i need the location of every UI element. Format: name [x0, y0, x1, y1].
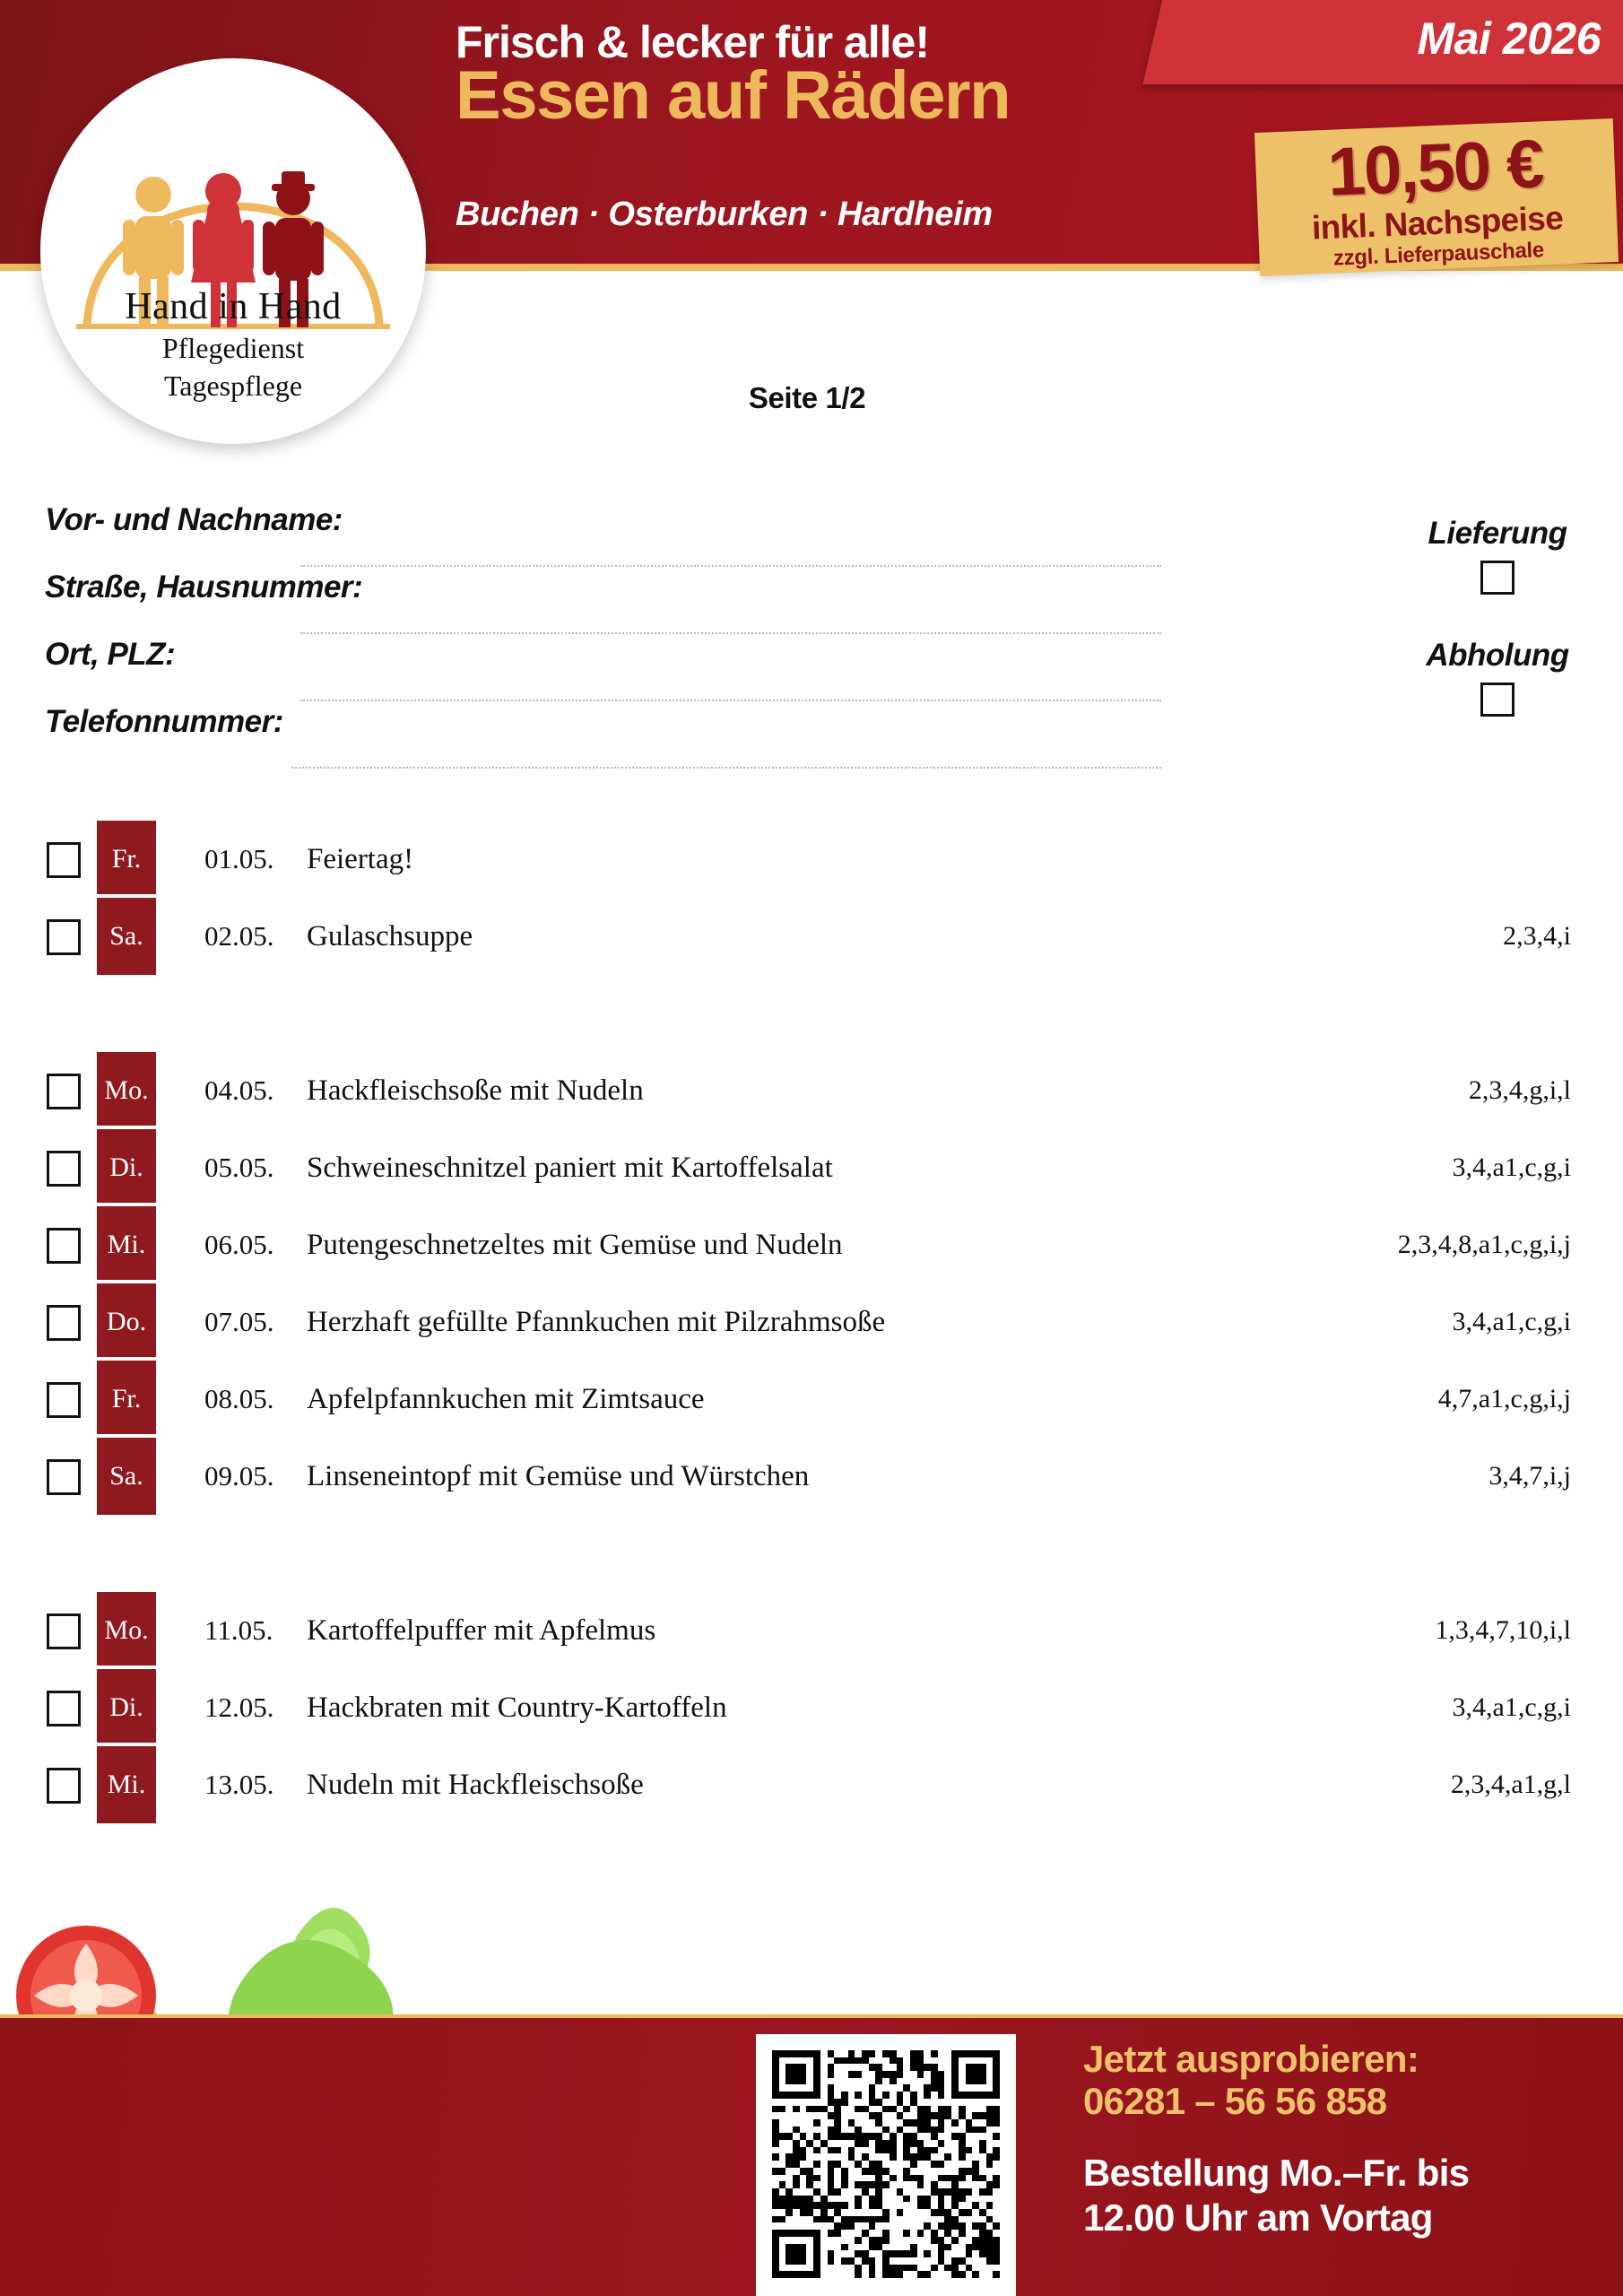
customer-form — [0, 502, 1623, 771]
menu-row-date: 12.05. — [204, 1692, 274, 1723]
menu-row-weekday: Sa. — [97, 898, 156, 975]
menu-row-allergens: 3,4,a1,c,g,i — [1452, 1307, 1571, 1336]
footer-order-deadline — [1083, 2151, 1621, 2241]
menu-row-checkbox[interactable] — [47, 1305, 81, 1341]
qr-code-pattern — [772, 2050, 1000, 2278]
footer-contact — [1083, 2038, 1621, 2241]
price-surcharge: zzgl. Lieferpauschale — [1332, 238, 1545, 271]
delivery-options — [1390, 516, 1605, 717]
form-row — [45, 637, 1390, 709]
menu-row — [0, 1438, 1623, 1515]
menu-row-allergens: 3,4,a1,c,g,i — [1452, 1152, 1571, 1182]
menu-row-weekday: Mi. — [97, 1206, 156, 1283]
form-field-input[interactable] — [300, 565, 1161, 567]
menu-row-date: 06.05. — [204, 1229, 274, 1260]
menu-row — [0, 1283, 1623, 1361]
menu-week-spacer — [0, 1515, 1623, 1592]
logo-service-1: Pflegedienst — [161, 332, 305, 364]
menu-row-date: 01.05. — [204, 843, 274, 874]
menu-row — [0, 821, 1623, 898]
header-month: Mai 2026 — [1417, 13, 1601, 64]
menu-row-checkbox[interactable] — [47, 1613, 81, 1649]
menu-row-checkbox[interactable] — [47, 1691, 81, 1726]
footer-order-line2: 12.00 Uhr am Vortag — [1083, 2196, 1433, 2239]
footer-phone[interactable]: 06281 – 56 56 858 — [1083, 2080, 1387, 2123]
price-amount: 10,50 € — [1326, 126, 1544, 211]
menu-row-date: 07.05. — [204, 1306, 274, 1337]
menu-row-date: 02.05. — [204, 920, 274, 952]
form-field-label: Straße, Hausnummer: — [45, 570, 363, 604]
menu-row-weekday: Mo. — [97, 1052, 156, 1129]
menu-row — [0, 1206, 1623, 1283]
header-locations: Buchen · Osterburken · Hardheim — [456, 196, 993, 233]
menu-row-weekday: Fr. — [97, 821, 156, 898]
menu-row-checkbox[interactable] — [47, 1768, 81, 1804]
delivery-option-label: Lieferung — [1428, 516, 1567, 551]
menu-row-weekday: Sa. — [97, 1438, 156, 1515]
menu-row-weekday: Fr. — [97, 1361, 156, 1438]
menu-row-checkbox[interactable] — [47, 1228, 81, 1264]
price-includes: inkl. Nachspeise — [1311, 199, 1564, 247]
price-badge-content — [1254, 118, 1619, 281]
menu-row-allergens: 2,3,4,8,a1,c,g,i,j — [1397, 1230, 1571, 1259]
menu-row-checkbox[interactable] — [47, 1382, 81, 1418]
menu-row-date: 11.05. — [204, 1614, 273, 1646]
menu-row-allergens: 3,4,7,i,j — [1488, 1461, 1571, 1491]
form-row — [45, 570, 1390, 641]
menu-row-checkbox[interactable] — [47, 1074, 81, 1109]
menu-week-spacer — [0, 975, 1623, 1052]
form-row — [45, 502, 1390, 574]
menu-row-weekday: Do. — [97, 1283, 156, 1361]
menu-row-date: 09.05. — [204, 1460, 274, 1492]
menu-row-checkbox[interactable] — [47, 919, 81, 955]
logo-company-name: Hand in Hand — [125, 286, 342, 327]
menu-row-weekday: Mi. — [97, 1746, 156, 1823]
menu-row-checkbox[interactable] — [47, 1459, 81, 1495]
form-field-input[interactable] — [291, 767, 1161, 769]
menu-row-checkbox[interactable] — [47, 1151, 81, 1187]
menu-row — [0, 1129, 1623, 1206]
menu-row-weekday: Di. — [97, 1669, 156, 1746]
footer-order-line1: Bestellung Mo.–Fr. bis — [1083, 2152, 1470, 2195]
form-field-input[interactable] — [300, 632, 1161, 634]
delivery-option-label: Abholung — [1426, 638, 1569, 673]
menu-row-allergens: 3,4,a1,c,g,i — [1452, 1692, 1571, 1722]
menu-row-allergens: 2,3,4,i — [1503, 921, 1571, 951]
menu-row — [0, 898, 1623, 975]
menu-row-dish: Putengeschnetzeltes mit Gemüse und Nudeln — [307, 1228, 843, 1261]
menu-row — [0, 1669, 1623, 1746]
menu-row-dish: Feiertag! — [307, 842, 414, 875]
menu-row-weekday: Di. — [97, 1129, 156, 1206]
header-title: Essen auf Rädern — [456, 57, 1010, 134]
qr-code[interactable] — [756, 2034, 1016, 2296]
menu-row-allergens: 4,7,a1,c,g,i,j — [1437, 1384, 1571, 1413]
logo-service-2: Tagespflege — [163, 370, 303, 402]
delivery-option-checkbox[interactable] — [1480, 561, 1515, 595]
menu-row-allergens: 1,3,4,7,10,i,l — [1435, 1615, 1571, 1645]
menu-row — [0, 1052, 1623, 1129]
header-tagline: Frisch & lecker für alle! — [456, 17, 930, 67]
menu-row-dish: Schweineschnitzel paniert mit Kartoffelsalat — [307, 1151, 833, 1184]
menu-row — [0, 1361, 1623, 1438]
menu-row-dish: Nudeln mit Hackfleischsoße — [307, 1768, 644, 1801]
menu-row-dish: Gulaschsuppe — [307, 919, 473, 952]
form-field-label: Telefonnummer: — [45, 704, 283, 739]
menu-row-checkbox[interactable] — [47, 842, 81, 878]
menu-row — [0, 1746, 1623, 1823]
menu-row-dish: Hackbraten mit Country-Kartoffeln — [307, 1691, 727, 1724]
menu-row-weekday: Mo. — [97, 1592, 156, 1669]
form-field-label: Ort, PLZ: — [45, 637, 176, 672]
delivery-option-checkbox[interactable] — [1480, 683, 1515, 717]
menu-row-date: 13.05. — [204, 1769, 274, 1800]
menu-row-dish: Kartoffelpuffer mit Apfelmus — [307, 1613, 656, 1647]
menu-row-dish: Linseneintopf mit Gemüse und Würstchen — [307, 1459, 810, 1492]
form-field-input[interactable] — [300, 700, 1161, 701]
menu-row — [0, 1592, 1623, 1669]
option-spacer — [1390, 595, 1605, 638]
form-row — [45, 704, 1390, 776]
page-number-label: Seite 1/2 — [748, 381, 866, 414]
menu-list — [0, 821, 1623, 1823]
menu-row-date: 04.05. — [204, 1074, 274, 1106]
menu-row-date: 08.05. — [204, 1383, 274, 1414]
menu-row-dish: Hackfleischsoße mit Nudeln — [307, 1074, 644, 1107]
menu-row-date: 05.05. — [204, 1152, 274, 1183]
menu-row-allergens: 2,3,4,g,i,l — [1468, 1075, 1571, 1105]
menu-row-dish: Herzhaft gefüllte Pfannkuchen mit Pilzrahmsoße — [307, 1305, 886, 1338]
menu-row-dish: Apfelpfannkuchen mit Zimtsauce — [307, 1382, 705, 1415]
form-field-label: Vor- und Nachname: — [45, 502, 343, 537]
footer-cta: Jetzt ausprobieren: — [1083, 2038, 1419, 2080]
menu-row-allergens: 2,3,4,a1,g,l — [1450, 1770, 1571, 1799]
